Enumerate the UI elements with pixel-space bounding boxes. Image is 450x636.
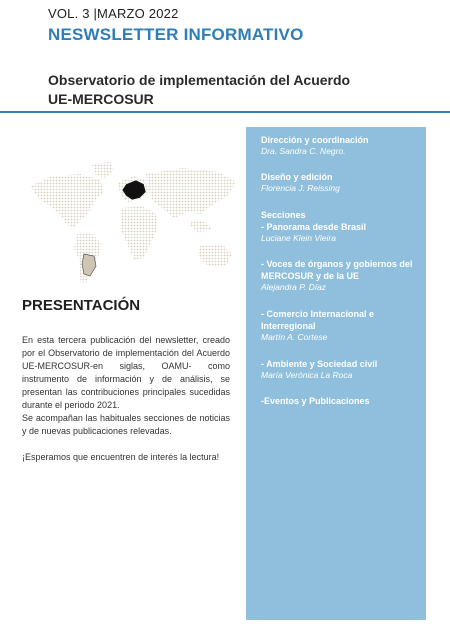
design-heading: Diseño y edición (261, 172, 333, 182)
section-title: - Comercio Internacional e Interregional (261, 309, 375, 331)
continents (30, 162, 236, 284)
credits-sidebar (246, 127, 426, 620)
sections-block (261, 209, 423, 244)
section-author: Luciane Klein Vieira (261, 233, 336, 243)
presentation-paragraph: En esta tercera publicación del newsletter, creado por el Observatorio de implementación del Acuerdo UE-MERCOSUR-en siglas, OAMU- como instrumento de información y de análisis, se presentan las contribuciones principales sucedidas durante el periodo 2021. (22, 335, 230, 410)
world-map-illustration (22, 158, 244, 290)
section-author: Martín A. Cortese (261, 332, 328, 342)
section-title: - Voces de órganos y gobiernos del MERCOSUR y de la UE (261, 259, 413, 281)
section-item (261, 395, 423, 407)
direction-block (261, 134, 423, 157)
design-block (261, 171, 423, 194)
presentation-heading: PRESENTACIÓN (22, 297, 141, 314)
presentation-body (22, 334, 230, 464)
section-item (261, 258, 423, 293)
design-name: Florencia J. Reissing (261, 183, 340, 193)
section-title: - Ambiente y Sociedad civil (261, 359, 378, 369)
section-author: Alejandra P. Díaz (261, 282, 327, 292)
header-divider (0, 111, 450, 113)
direction-heading: Dirección y coordinación (261, 135, 369, 145)
mercosur-highlight (82, 254, 96, 276)
direction-name: Dra. Sandra C. Negro. (261, 146, 346, 156)
presentation-paragraph: Se acompañan las habituales secciones de noticias y de nuevas publicaciones relevadas. (22, 413, 230, 436)
section-title: - Panorama desde Brasil (261, 222, 367, 232)
section-item (261, 358, 423, 381)
section-author: María Verónica La Roca (261, 370, 353, 380)
presentation-closing: ¡Esperamos que encuentren de interés la lectura! (22, 452, 220, 462)
volume-label: VOL. 3 |MARZO 2022 (48, 6, 179, 21)
newsletter-title: NESWSLETTER INFORMATIVO (48, 25, 304, 44)
section-title: -Eventos y Publicaciones (261, 396, 370, 406)
section-item (261, 308, 423, 343)
sections-heading: Secciones (261, 210, 306, 220)
page-subtitle: Observatorio de implementación del Acuerdo UE-MERCOSUR (48, 72, 351, 107)
